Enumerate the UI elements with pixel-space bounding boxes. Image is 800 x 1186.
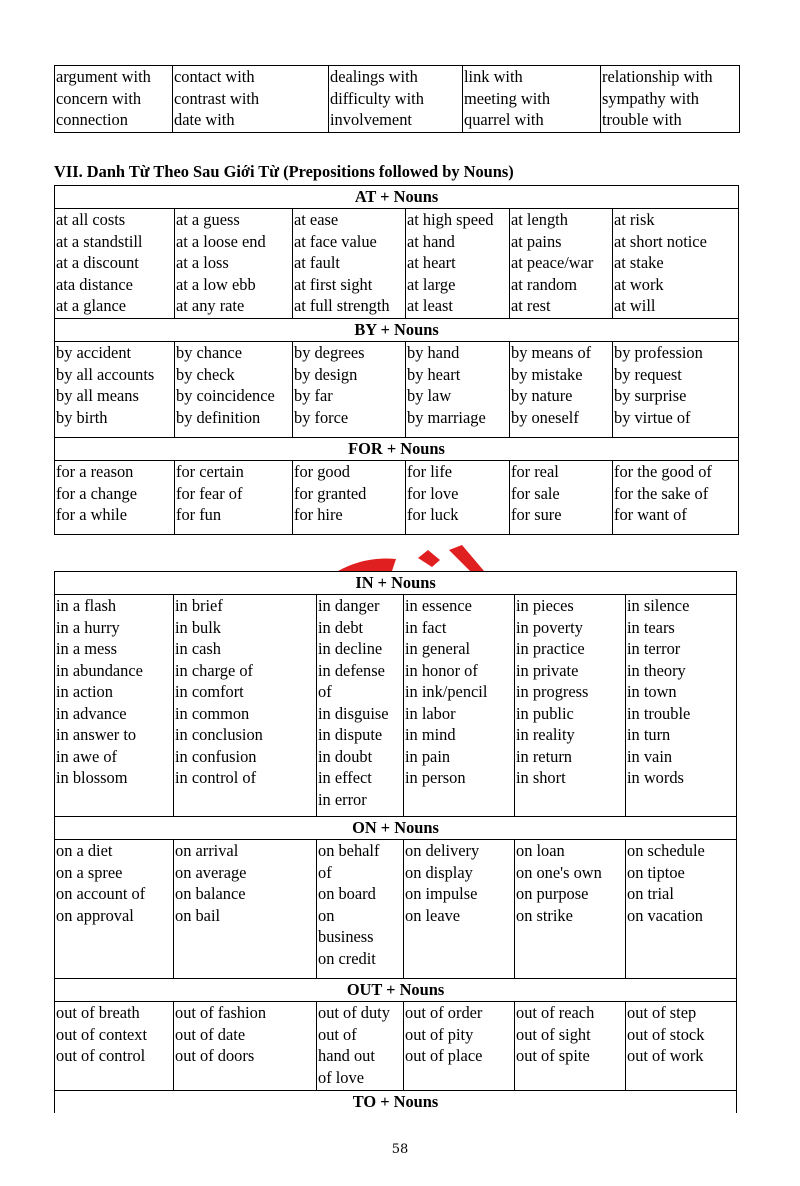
phrase-item: at hand xyxy=(407,231,455,251)
phrase-item: link with xyxy=(464,67,523,86)
phrase-item: on bail xyxy=(175,905,221,925)
phrase-item: at will xyxy=(614,296,656,315)
phrase-item: by hand xyxy=(407,343,460,362)
phrase-item: in vain xyxy=(627,746,673,766)
phrase-item: by mistake xyxy=(511,364,583,384)
phrase-item: relationship with xyxy=(602,67,713,86)
phrase-item: in brief xyxy=(175,596,223,615)
group-heading: ON + Nouns xyxy=(55,817,737,840)
phrase-item: for hire xyxy=(294,505,343,524)
phrase-item: in reality xyxy=(516,725,575,744)
phrase-item: meeting with xyxy=(464,88,551,108)
phrase-column xyxy=(317,1002,404,1091)
phrase-item: on credit xyxy=(318,948,376,968)
phrase-item: out of stock xyxy=(627,1024,705,1044)
phrase-item: in action xyxy=(56,682,113,701)
phrase-item: on xyxy=(318,905,335,925)
phrase-item: for granted xyxy=(294,483,367,503)
phrase-item: on vacation xyxy=(627,905,704,925)
phrase-column xyxy=(601,66,740,133)
phrase-item: on approval xyxy=(56,905,134,925)
group-heading: BY + Nouns xyxy=(55,319,739,342)
phrase-item: at least xyxy=(407,296,453,315)
phrase-item: on board xyxy=(318,884,376,903)
phrase-item: in labor xyxy=(405,703,456,723)
phrase-item: out of doors xyxy=(175,1046,255,1065)
phrase-item: by far xyxy=(294,386,333,405)
phrase-item: by oneself xyxy=(511,407,579,427)
phrase-column xyxy=(406,342,510,438)
phrase-item: hand out xyxy=(318,1046,375,1065)
phrase-item: out of date xyxy=(175,1024,246,1044)
phrase-column xyxy=(406,209,510,319)
phrase-item: at a loose end xyxy=(176,231,266,251)
phrase-item: on arrival xyxy=(175,841,239,860)
group-heading-row xyxy=(55,1091,737,1114)
phrase-item: in bulk xyxy=(175,617,221,637)
phrase-item: at a glance xyxy=(56,296,127,315)
phrase-item: at full strength xyxy=(294,296,390,315)
group-heading-row xyxy=(55,979,737,1002)
phrase-item: in progress xyxy=(516,682,589,701)
phrase-item: business xyxy=(318,927,374,946)
phrase-item: for life xyxy=(407,462,453,481)
phrase-column xyxy=(55,840,174,979)
phrase-item: out of fashion xyxy=(175,1003,267,1022)
phrase-item: for fun xyxy=(176,505,222,524)
phrase-item: in common xyxy=(175,703,250,723)
phrase-item: in decline xyxy=(318,639,383,658)
phrase-item: for certain xyxy=(176,462,244,481)
phrase-item: on leave xyxy=(405,905,461,925)
phrase-item: in turn xyxy=(627,725,671,744)
phrase-column xyxy=(173,66,329,133)
phrase-item: at rest xyxy=(511,296,551,315)
page-number: 58 xyxy=(391,1142,409,1157)
table-row xyxy=(55,66,740,133)
phrase-column xyxy=(55,595,174,817)
phrase-item: out of control xyxy=(56,1046,146,1065)
prepositions-nouns-table-at-by-for xyxy=(54,185,739,535)
phrase-item: by nature xyxy=(511,386,573,405)
phrase-column xyxy=(626,595,737,817)
phrase-item: on impulse xyxy=(405,884,478,903)
phrase-item: in danger xyxy=(318,596,380,615)
phrase-column xyxy=(174,595,317,817)
phrase-item: argument with xyxy=(56,67,151,86)
phrase-item: for real xyxy=(511,462,559,481)
phrase-item: at first sight xyxy=(294,274,373,294)
phrase-item: in pieces xyxy=(516,596,574,615)
phrase-column xyxy=(293,209,406,319)
phrase-item: in defense xyxy=(318,660,385,680)
phrase-item: out of place xyxy=(405,1046,483,1065)
phrase-item: in a hurry xyxy=(56,617,120,637)
phrase-item: on strike xyxy=(516,905,573,925)
phrase-column xyxy=(404,1002,515,1091)
phrase-column xyxy=(293,342,406,438)
phrase-item: in advance xyxy=(56,703,127,723)
phrase-column xyxy=(404,840,515,979)
phrase-item: at a low ebb xyxy=(176,274,256,294)
group-phrases-row xyxy=(55,342,739,438)
phrase-item: in awe of xyxy=(56,746,117,766)
phrase-item: in conclusion xyxy=(175,725,263,744)
phrase-item: for the sake of xyxy=(614,483,709,503)
phrase-item: for love xyxy=(407,483,459,503)
phrase-item: at stake xyxy=(614,253,664,272)
phrase-column xyxy=(510,209,613,319)
phrase-item: out of work xyxy=(627,1046,704,1065)
phrase-item: in disguise xyxy=(318,703,389,723)
phrase-item: involvement xyxy=(330,110,412,129)
group-heading-row xyxy=(55,438,739,461)
phrase-column xyxy=(515,840,626,979)
phrase-item: in charge of xyxy=(175,660,253,680)
phrase-item: at length xyxy=(511,210,568,229)
phrase-item: at any rate xyxy=(176,296,245,315)
phrase-item: on behalf xyxy=(318,841,380,860)
phrase-item: out of context xyxy=(56,1024,148,1044)
phrase-column xyxy=(463,66,601,133)
phrase-column xyxy=(613,342,739,438)
preposition-noun-combo-table xyxy=(54,65,740,133)
phrase-item: at face value xyxy=(294,231,377,251)
phrase-item: in debt xyxy=(318,617,364,637)
phrase-item: in silence xyxy=(627,596,690,615)
phrase-item: at a loss xyxy=(176,253,229,272)
phrase-item: in tears xyxy=(627,617,675,637)
phrase-item: at random xyxy=(511,274,577,294)
phrase-item: in pain xyxy=(405,746,451,766)
phrase-item: of love xyxy=(318,1067,364,1087)
phrase-item: by accident xyxy=(56,343,132,362)
phrase-column xyxy=(613,209,739,319)
phrase-item: on average xyxy=(175,862,247,882)
group-heading-row xyxy=(55,572,737,595)
group-phrases-row xyxy=(55,209,739,319)
phrase-column xyxy=(404,595,515,817)
group-phrases-row xyxy=(55,461,739,535)
phrase-item: at a guess xyxy=(176,210,240,229)
phrase-item: in dispute xyxy=(318,725,383,744)
phrase-item: by definition xyxy=(176,407,261,427)
phrase-item: by chance xyxy=(176,343,242,362)
phrase-item: by design xyxy=(294,364,358,384)
phrase-item: in a mess xyxy=(56,639,118,658)
phrase-column xyxy=(175,461,293,535)
group-heading: TO + Nouns xyxy=(55,1091,737,1114)
phrase-item: by force xyxy=(294,407,349,427)
phrase-item: out of pity xyxy=(405,1024,474,1044)
phrase-item: by law xyxy=(407,386,452,405)
phrase-item: in ink/pencil xyxy=(405,682,488,701)
phrase-item: of xyxy=(318,682,332,701)
phrase-item: in blossom xyxy=(56,768,128,787)
phrase-item: in confusion xyxy=(175,746,257,766)
phrase-item: by coincidence xyxy=(176,386,275,405)
phrase-item: in a flash xyxy=(56,596,117,615)
phrase-item: for a change xyxy=(56,483,137,503)
phrase-item: out of xyxy=(318,1024,357,1044)
phrase-column xyxy=(174,840,317,979)
phrase-item: in doubt xyxy=(318,746,373,766)
phrase-item: by heart xyxy=(407,364,461,384)
phrase-item: in answer to xyxy=(56,725,137,744)
phrase-column xyxy=(510,342,613,438)
phrase-item: in private xyxy=(516,660,579,680)
phrase-column xyxy=(293,461,406,535)
phrase-item: at risk xyxy=(614,210,655,229)
group-phrases-row xyxy=(55,595,737,817)
phrase-column xyxy=(55,1002,174,1091)
phrase-item: on tiptoe xyxy=(627,862,685,882)
phrase-item: in cash xyxy=(175,639,221,658)
phrase-item: in trouble xyxy=(627,703,691,723)
section-title: VII. Danh Từ Theo Sau Giới Từ (Prepositions followed by Nouns) xyxy=(54,162,514,181)
phrase-item: on loan xyxy=(516,841,565,860)
phrase-item: at a standstill xyxy=(56,231,143,251)
group-heading-row xyxy=(55,186,739,209)
phrase-item: in comfort xyxy=(175,682,244,701)
phrase-item: in poverty xyxy=(516,617,583,637)
phrase-item: out of breath xyxy=(56,1003,140,1022)
phrase-item: by check xyxy=(176,364,235,384)
phrase-item: ata distance xyxy=(56,274,133,294)
phrase-item: at fault xyxy=(294,253,340,272)
phrase-item: in effect xyxy=(318,768,372,787)
phrase-item: out of order xyxy=(405,1003,483,1022)
phrase-item: in general xyxy=(405,639,471,658)
phrase-column xyxy=(515,1002,626,1091)
phrase-column xyxy=(626,840,737,979)
phrase-item: by surprise xyxy=(614,386,687,405)
phrase-item: on one's own xyxy=(516,862,602,882)
phrase-item: at pains xyxy=(511,231,562,251)
phrase-item: difficulty with xyxy=(330,88,424,108)
phrase-column xyxy=(55,461,175,535)
group-heading-row xyxy=(55,319,739,342)
phrase-item: in error xyxy=(318,789,367,809)
phrase-item: by profession xyxy=(614,343,703,362)
phrase-item: by virtue of xyxy=(614,407,691,427)
phrase-item: contact with xyxy=(174,67,255,86)
phrase-item: out of step xyxy=(627,1003,697,1022)
phrase-item: sympathy with xyxy=(602,88,699,108)
phrase-column xyxy=(175,342,293,438)
phrase-column xyxy=(613,461,739,535)
group-heading: AT + Nouns xyxy=(55,186,739,209)
phrase-item: out of duty xyxy=(318,1003,390,1022)
phrase-column xyxy=(406,461,510,535)
phrase-item: at work xyxy=(614,274,664,294)
phrase-item: by means of xyxy=(511,343,592,362)
phrase-column xyxy=(55,342,175,438)
phrase-item: at all costs xyxy=(56,210,126,229)
phrase-item: in town xyxy=(627,682,677,701)
phrase-column xyxy=(510,461,613,535)
phrase-item: for a reason xyxy=(56,462,134,481)
phrase-item: out of reach xyxy=(516,1003,595,1022)
phrase-item: for sale xyxy=(511,483,560,503)
phrase-item: for good xyxy=(294,462,350,481)
phrase-item: on account of xyxy=(56,884,146,903)
phrase-item: quarrel with xyxy=(464,110,544,129)
phrase-item: on purpose xyxy=(516,884,589,903)
phrase-item: in theory xyxy=(627,660,686,680)
phrase-item: on a spree xyxy=(56,862,123,882)
phrase-item: in words xyxy=(627,768,684,787)
phrase-item: by all accounts xyxy=(56,364,155,384)
phrase-column xyxy=(317,595,404,817)
phrase-item: for sure xyxy=(511,505,562,524)
phrase-item: in public xyxy=(516,703,574,723)
phrase-column xyxy=(55,66,173,133)
phrase-item: on display xyxy=(405,862,473,882)
phrase-item: trouble with xyxy=(602,110,682,129)
phrase-column xyxy=(174,1002,317,1091)
phrase-item: at short notice xyxy=(614,231,707,251)
phrase-item: in short xyxy=(516,768,566,787)
phrase-item: on a diet xyxy=(56,841,113,860)
phrase-item: by all means xyxy=(56,386,139,405)
phrase-item: of xyxy=(318,862,332,882)
phrase-column xyxy=(626,1002,737,1091)
phrase-item: for the good of xyxy=(614,462,712,481)
phrase-item: for luck xyxy=(407,505,459,524)
phrase-item: in control of xyxy=(175,768,257,787)
phrase-item: in person xyxy=(405,768,466,787)
group-phrases-row xyxy=(55,840,737,979)
group-heading-row xyxy=(55,817,737,840)
phrase-column xyxy=(317,840,404,979)
phrase-item: on schedule xyxy=(627,841,705,860)
prepositions-nouns-table-in-on-out-to xyxy=(54,571,737,1113)
phrase-item: connection xyxy=(56,110,128,129)
phrase-item: in terror xyxy=(627,639,681,658)
phrase-item: in practice xyxy=(516,639,585,658)
phrase-item: on trial xyxy=(627,884,674,903)
phrase-column xyxy=(175,209,293,319)
phrase-item: date with xyxy=(174,110,235,129)
phrase-item: by birth xyxy=(56,407,108,427)
phrase-column xyxy=(515,595,626,817)
phrase-item: at ease xyxy=(294,210,339,229)
group-phrases-row xyxy=(55,1002,737,1091)
phrase-item: in abundance xyxy=(56,660,143,680)
phrase-item: at peace/war xyxy=(511,253,594,272)
phrase-item: dealings with xyxy=(330,67,418,86)
phrase-item: concern with xyxy=(56,88,142,108)
phrase-item: in fact xyxy=(405,617,447,637)
phrase-item: on delivery xyxy=(405,841,480,860)
phrase-item: in honor of xyxy=(405,660,478,680)
phrase-item: out of spite xyxy=(516,1046,590,1065)
phrase-item: at a discount xyxy=(56,253,139,272)
phrase-column xyxy=(329,66,463,133)
phrase-item: for a while xyxy=(56,505,127,524)
phrase-item: at heart xyxy=(407,253,456,272)
phrase-item: for fear of xyxy=(176,483,243,503)
phrase-item: for want of xyxy=(614,505,687,524)
phrase-item: in mind xyxy=(405,725,456,744)
phrase-item: by degrees xyxy=(294,343,365,362)
group-heading: FOR + Nouns xyxy=(55,438,739,461)
phrase-column xyxy=(55,209,175,319)
phrase-item: out of sight xyxy=(516,1024,591,1044)
group-heading: IN + Nouns xyxy=(55,572,737,595)
phrase-item: at large xyxy=(407,274,456,294)
phrase-item: contrast with xyxy=(174,88,260,108)
phrase-item: by marriage xyxy=(407,407,486,427)
phrase-item: by request xyxy=(614,364,682,384)
group-heading: OUT + Nouns xyxy=(55,979,737,1002)
phrase-item: at high speed xyxy=(407,210,494,229)
phrase-item: in return xyxy=(516,746,572,766)
phrase-item: in essence xyxy=(405,596,472,615)
phrase-item: on balance xyxy=(175,884,246,903)
